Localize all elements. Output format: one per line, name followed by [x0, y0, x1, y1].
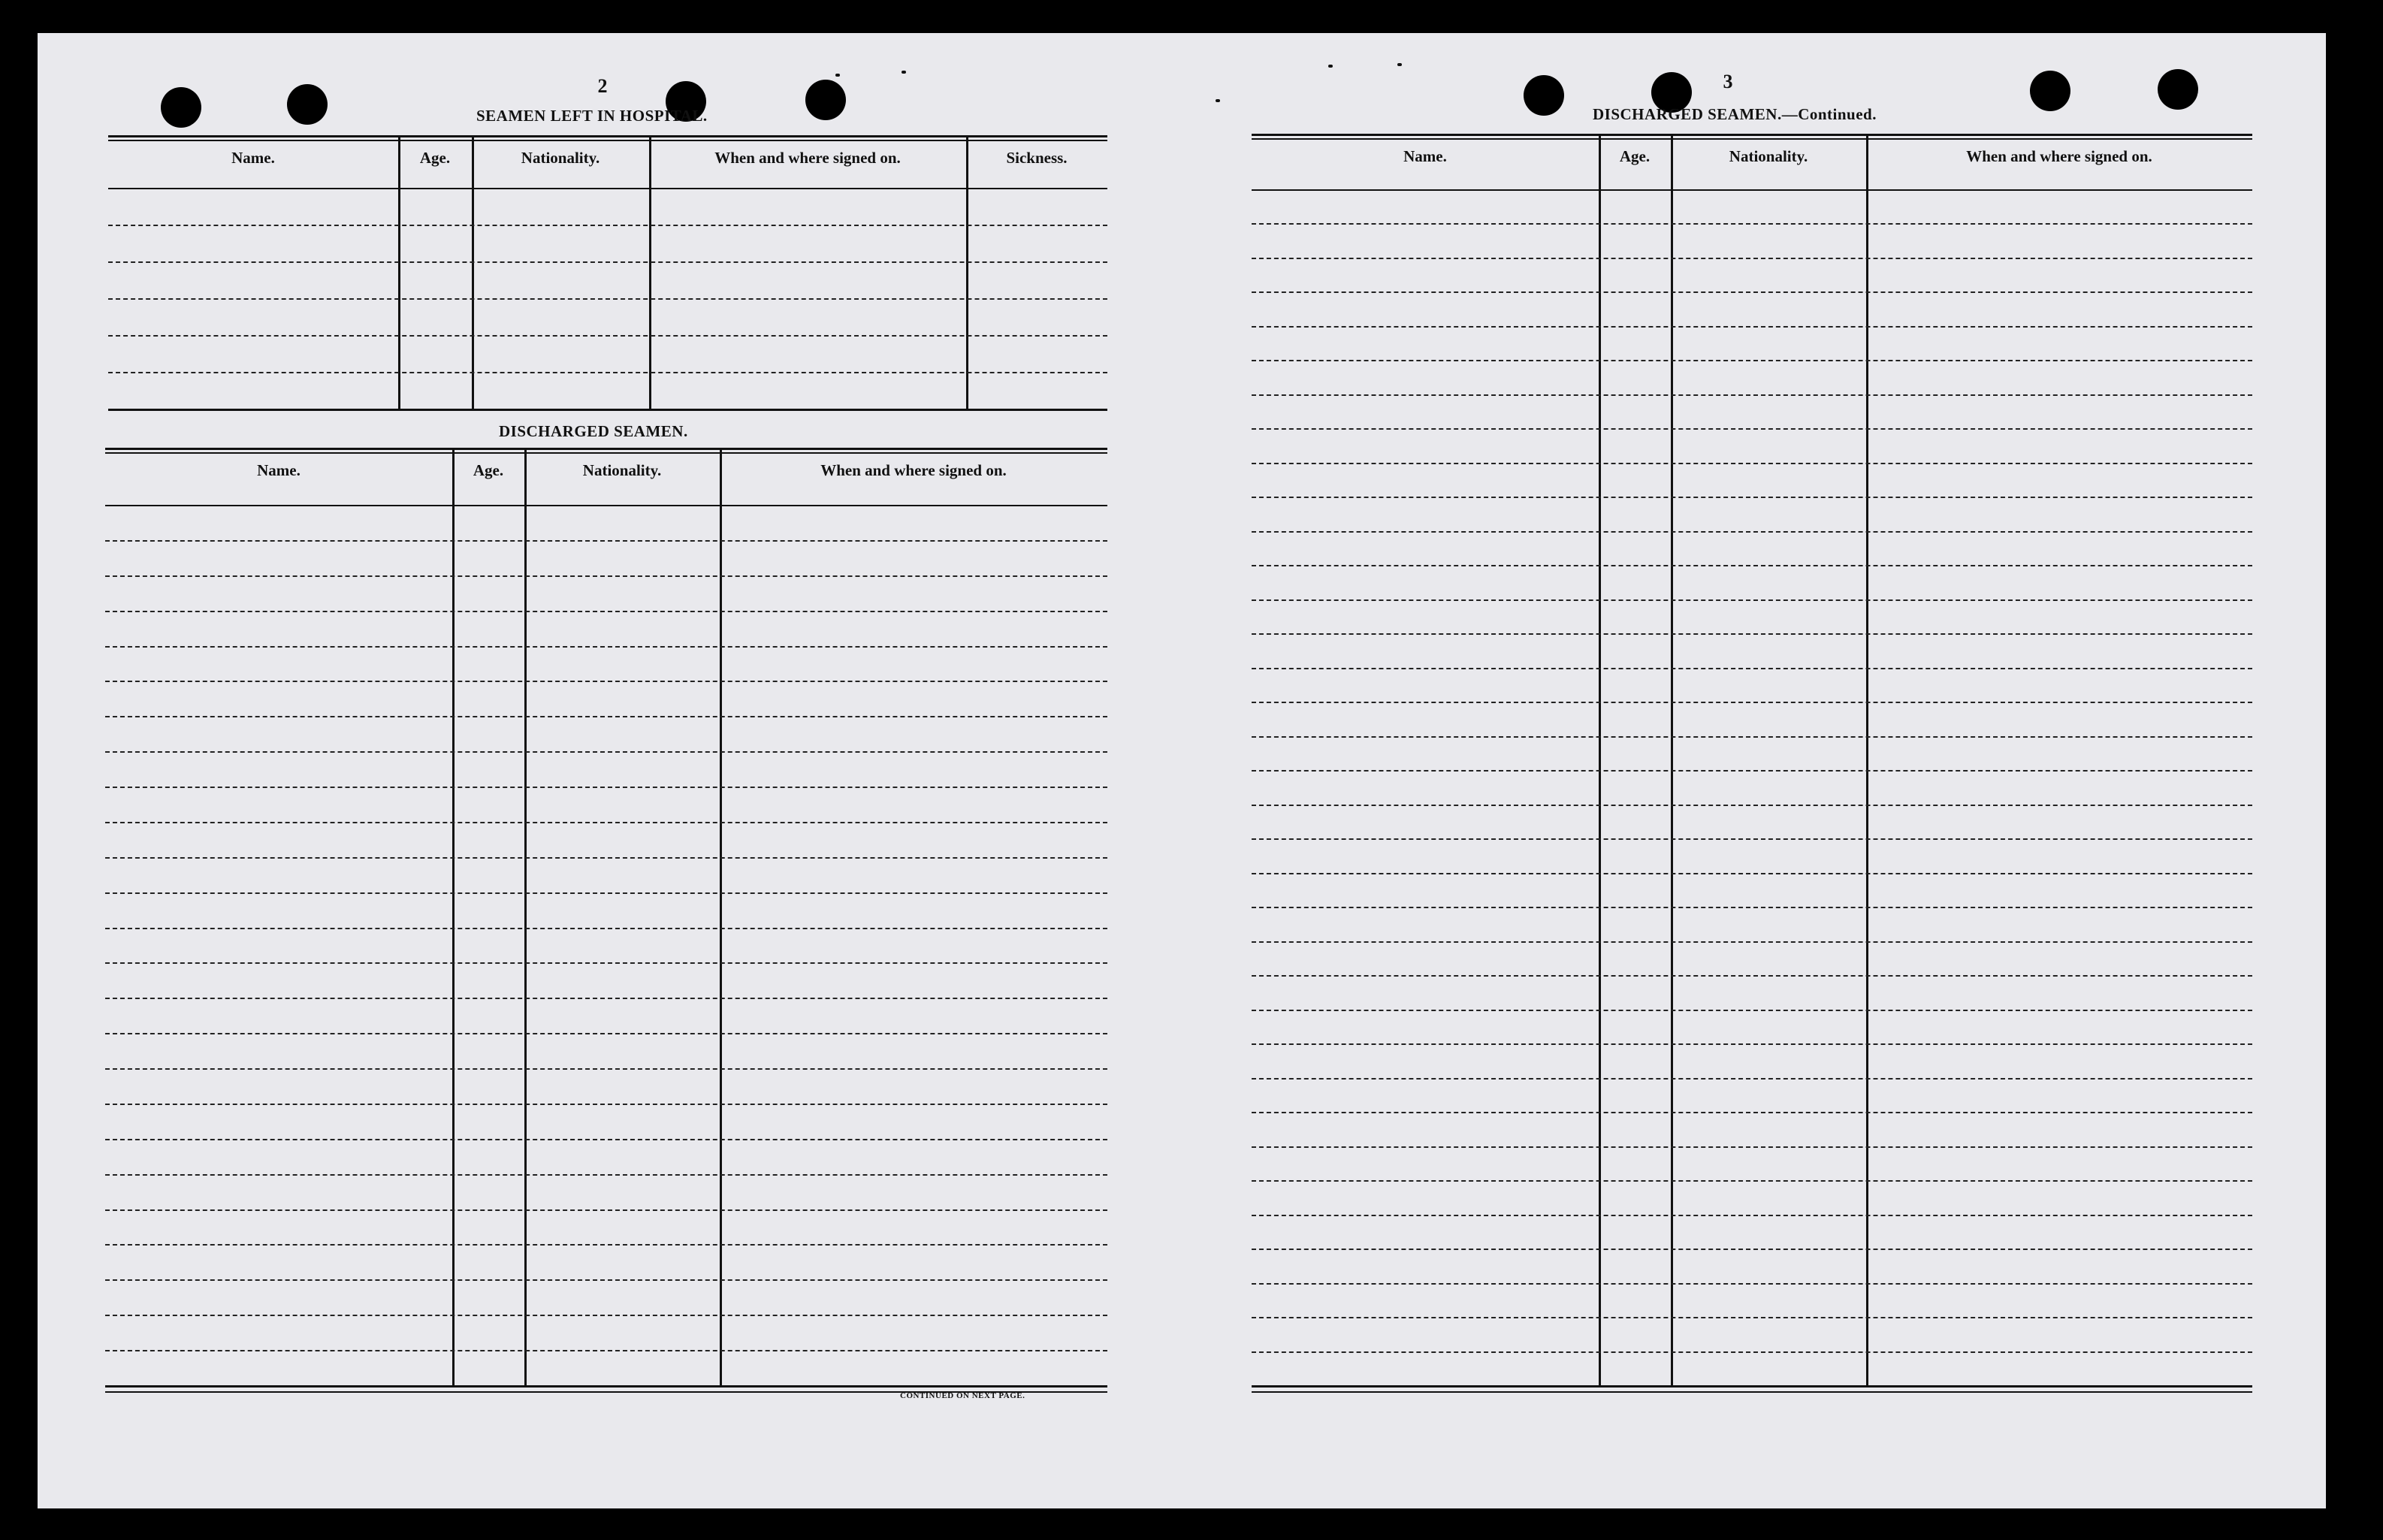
paper-speck [835, 74, 840, 77]
row-rule [1252, 394, 2252, 396]
row-rule [105, 892, 1107, 894]
page-number-left: 2 [597, 75, 608, 97]
row-rule [105, 1209, 1107, 1211]
row-rule [1252, 599, 2252, 601]
discharged-section-title: DISCHARGED SEAMEN. [499, 422, 688, 440]
row-rule [1252, 873, 2252, 874]
row-rule [105, 998, 1107, 999]
row-rule [105, 1279, 1107, 1281]
row-rule [105, 575, 1107, 577]
row-rule [1252, 805, 2252, 806]
row-rule [1252, 1283, 2252, 1285]
paper-speck [1397, 63, 1402, 66]
row-rule [1252, 1112, 2252, 1113]
column-separator [1671, 134, 1673, 1385]
header-rule [1252, 189, 2252, 191]
row-rule [105, 1350, 1107, 1351]
row-rule [108, 225, 1107, 226]
row-rule [1252, 1215, 2252, 1216]
paper-speck [1216, 99, 1220, 102]
row-rule [1252, 223, 2252, 225]
row-rule [105, 857, 1107, 859]
row-rule [1252, 907, 2252, 908]
row-rule [105, 787, 1107, 788]
column-header: Nationality. [521, 149, 600, 167]
row-rule [1252, 1351, 2252, 1353]
column-header: Name. [257, 461, 301, 479]
row-rule [1252, 1078, 2252, 1080]
row-rule [105, 751, 1107, 753]
row-rule [105, 1315, 1107, 1316]
table-top-rule [105, 452, 1107, 454]
row-rule [1252, 702, 2252, 703]
column-header: Age. [419, 149, 451, 167]
page-number-right: 3 [1723, 71, 1733, 92]
row-rule [1252, 531, 2252, 533]
row-rule [108, 261, 1107, 263]
row-rule [105, 646, 1107, 648]
table-top-rule [1252, 138, 2252, 140]
row-rule [105, 611, 1107, 612]
column-separator [398, 135, 400, 409]
punch-hole [161, 87, 201, 128]
row-rule [1252, 1010, 2252, 1011]
row-rule [1252, 1180, 2252, 1182]
punch-hole [2030, 71, 2070, 111]
punch-hole [805, 80, 846, 120]
table-top-rule [108, 140, 1107, 141]
punch-hole [287, 84, 328, 125]
column-separator [966, 135, 968, 409]
row-rule [1252, 736, 2252, 738]
row-rule [1252, 941, 2252, 943]
row-rule [1252, 565, 2252, 566]
punch-hole [1524, 75, 1564, 116]
row-rule [1252, 1146, 2252, 1148]
column-separator [1866, 134, 1868, 1385]
row-rule [105, 928, 1107, 929]
row-rule [105, 1068, 1107, 1070]
column-header: When and where signed on. [1966, 147, 2152, 165]
column-header: When and where signed on. [820, 461, 1007, 479]
row-rule [1252, 1317, 2252, 1318]
header-rule [108, 188, 1107, 189]
punch-hole [2158, 69, 2198, 110]
column-separator [472, 135, 474, 409]
row-rule [105, 681, 1107, 682]
row-rule [1252, 838, 2252, 840]
column-separator [1599, 134, 1601, 1385]
paper-speck [1328, 65, 1333, 68]
row-rule [1252, 258, 2252, 259]
row-rule [1252, 1249, 2252, 1250]
column-header: Nationality. [582, 461, 662, 479]
hospital-section-title: SEAMEN LEFT IN HOSPITAL. [476, 107, 708, 125]
table-bottom-rule [1252, 1391, 2252, 1393]
ledger-sheet [38, 33, 2326, 1508]
row-rule [1252, 1043, 2252, 1045]
row-rule [105, 1244, 1107, 1246]
continued-note: CONTINUED ON NEXT PAGE. [900, 1391, 1025, 1400]
row-rule [105, 1033, 1107, 1034]
row-rule [105, 540, 1107, 542]
column-header: Nationality. [1729, 147, 1808, 165]
column-separator [649, 135, 651, 409]
column-header: Name. [1403, 147, 1447, 165]
row-rule [1252, 633, 2252, 635]
table-top-rule [108, 135, 1107, 137]
row-rule [1252, 463, 2252, 464]
row-rule [108, 372, 1107, 373]
column-header: Name. [231, 149, 275, 167]
row-rule [1252, 326, 2252, 328]
row-rule [105, 1139, 1107, 1140]
row-rule [108, 298, 1107, 300]
row-rule [1252, 975, 2252, 977]
row-rule [1252, 291, 2252, 293]
table-top-rule [105, 448, 1107, 450]
row-rule [1252, 497, 2252, 498]
row-rule [105, 716, 1107, 717]
row-rule [105, 962, 1107, 964]
table-bottom-rule [108, 409, 1107, 411]
discharged-continued-title: DISCHARGED SEAMEN.—Continued. [1593, 105, 1877, 123]
row-rule [1252, 770, 2252, 772]
header-rule [105, 505, 1107, 506]
table-bottom-rule [1252, 1385, 2252, 1388]
column-header: Age. [1619, 147, 1651, 165]
table-top-rule [1252, 134, 2252, 136]
column-header: Sickness. [1006, 149, 1068, 167]
row-rule [105, 1174, 1107, 1176]
column-header: Age. [473, 461, 504, 479]
paper-speck [902, 71, 906, 74]
column-header: When and where signed on. [714, 149, 901, 167]
row-rule [1252, 668, 2252, 669]
table-bottom-rule [105, 1385, 1107, 1388]
row-rule [108, 335, 1107, 337]
row-rule [1252, 360, 2252, 361]
row-rule [1252, 428, 2252, 430]
row-rule [105, 1104, 1107, 1105]
row-rule [105, 822, 1107, 823]
